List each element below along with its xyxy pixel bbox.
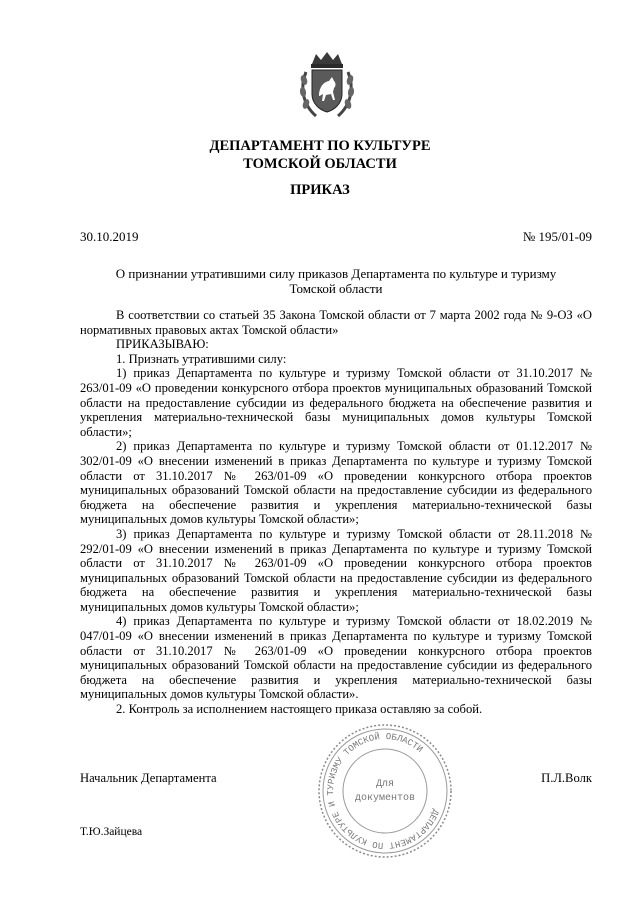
subject-line1: О признании утратившими силу приказов Департамента по культуре и туризму bbox=[115, 266, 557, 281]
executor-name: Т.Ю.Зайцева bbox=[80, 826, 143, 838]
clause-1-item-2: 2) приказ Департамента по культуре и туризму Томской области от 01.12.2017 № 302/01-09 «О внесении изменений в приказ Департамента по культуре и туризму Томской области от 31.10.2017 № 263/01-09 «О проведении конкурсного отбора проектов муниципальных образований Томской области на предоставление субсидии из федерального бюджета на обеспечение развития и укрепления материально-технической базы муниципальных домов культуры Томской области»; bbox=[80, 439, 592, 527]
official-seal bbox=[316, 722, 454, 860]
subject-line2: Томской области bbox=[289, 281, 383, 296]
clause-1-item-3: 3) приказ Департамента по культуре и туризму Томской области от 28.11.2018 № 292/01-09 «О внесении изменений в приказ Департамента по культуре и туризму Томской области от 31.10.2017 № 263/01-09 «О проведении конкурсного отбора проектов муниципальных образований Томской области на предоставление субсидии из федерального бюджета на обеспечение развития и укрепления материально-технической базы муниципальных домов культуры Томской области»; bbox=[80, 526, 592, 614]
document-type-title: ПРИКАЗ bbox=[290, 182, 350, 198]
department-name-line1: ДЕПАРТАМЕНТ ПО КУЛЬТУРЕ bbox=[209, 138, 431, 154]
seal-ring-text: ДЕПАРТАМЕНТ ПО КУЛЬТУРЕ И ТУРИЗМУ ТОМСКОЙ ОБЛАСТИ bbox=[325, 731, 441, 851]
signatory-position: Начальник Департамента bbox=[80, 771, 217, 785]
seal-center-line2: документов bbox=[354, 793, 416, 804]
tomsk-coat-of-arms-icon bbox=[298, 50, 356, 120]
seal-center-line1: Для bbox=[375, 779, 395, 790]
preamble-paragraph: В соответствии со статьей 35 Закона Томской области от 7 марта 2002 года № 9-ОЗ «О нормативных правовых актах Томской области» bbox=[80, 308, 592, 337]
signatory-name: П.Л.Волк bbox=[541, 771, 592, 785]
clause-1-item-4: 4) приказ Департамента по культуре и туризму Томской области от 18.02.2019 № 047/01-09 «О внесении изменений в приказ Департамента по культуре и туризму Томской области от 31.10.2017 № 263/01-09 «О проведении конкурсного отбора проектов муниципальных образований Томской области на предоставление субсидии из федерального бюджета на обеспечение развития и укрепления материально-технической базы муниципальных домов культуры Томской области». bbox=[80, 614, 592, 702]
clause-1-intro: 1. Признать утратившими силу: bbox=[116, 351, 287, 366]
order-body bbox=[80, 308, 592, 717]
clause-2: 2. Контроль за исполнением настоящего приказа оставляю за собой. bbox=[116, 702, 483, 717]
order-date: 30.10.2019 bbox=[80, 229, 139, 244]
department-name-line2: ТОМСКОЙ ОБЛАСТИ bbox=[243, 156, 397, 172]
svg-text:ДЕПАРТАМЕНТ ПО КУЛЬТУРЕ И ТУРИ bbox=[316, 722, 454, 860]
order-keyword: ПРИКАЗЫВАЮ: bbox=[116, 337, 209, 352]
order-number: № 195/01-09 bbox=[522, 229, 592, 244]
clause-1-item-1: 1) приказ Департамента по культуре и туризму Томской области от 31.10.2017 № 263/01-09 «О проведении конкурсного отбора проектов муниципальных образований Томской области на предоставление субсидии из федерального бюджета на обеспечение развития и укрепления материально-технической базы муниципальных домов культуры Томской области»; bbox=[80, 366, 592, 439]
